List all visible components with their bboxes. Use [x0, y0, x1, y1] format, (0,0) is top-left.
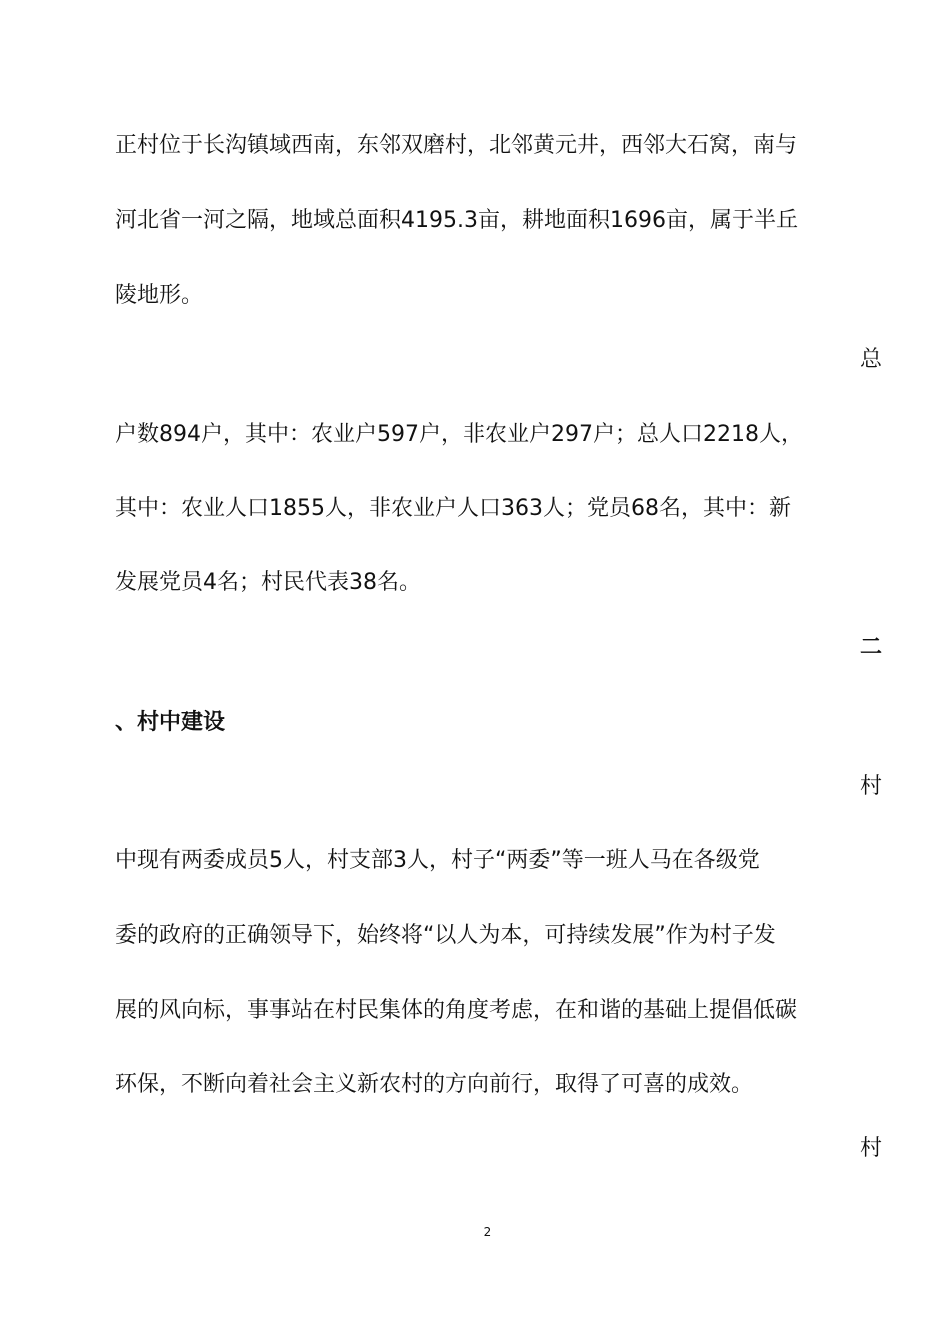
- paragraph-2-lead: 总: [859, 347, 882, 372]
- paragraph-3-line-2: 委的政府的正确领导下，始终将“以人为本，可持续发展”作为村子发: [115, 923, 776, 948]
- paragraph-3-line-1: 中现有两委成员5人，村支部3人，村子“两委”等一班人马在各级党: [115, 848, 760, 873]
- paragraph-1-line-2: 河北省一河之隔，地域总面积4195.3亩，耕地面积1696亩，属于半丘: [115, 208, 798, 233]
- paragraph-2-line-3: 发展党员4名；村民代表38名。: [115, 570, 421, 595]
- paragraph-1-line-3: 陵地形。: [115, 283, 204, 308]
- paragraph-1-line-1: 正村位于长沟镇域西南，东邻双磨村，北邻黄元井，西邻大石窝，南与: [115, 133, 798, 158]
- paragraph-3-lead: 村: [859, 774, 882, 799]
- section-2-lead: 二: [859, 635, 882, 660]
- paragraph-3-line-3: 展的风向标，事事站在村民集体的角度考虑，在和谐的基础上提倡低碳: [115, 998, 798, 1023]
- section-2-heading: 、村中建设: [115, 710, 226, 735]
- paragraph-4-lead: 村: [859, 1136, 882, 1161]
- page-number: 2: [483, 1225, 492, 1239]
- paragraph-2-line-2: 其中：农业人口1855人，非农业户人口363人；党员68名，其中：新: [115, 496, 791, 521]
- paragraph-2-line-1: 户数894户，其中：农业户597户，非农业户297户；总人口2218人，: [115, 422, 803, 447]
- paragraph-3-line-4: 环保，不断向着社会主义新农村的方向前行，取得了可喜的成效。: [115, 1072, 754, 1097]
